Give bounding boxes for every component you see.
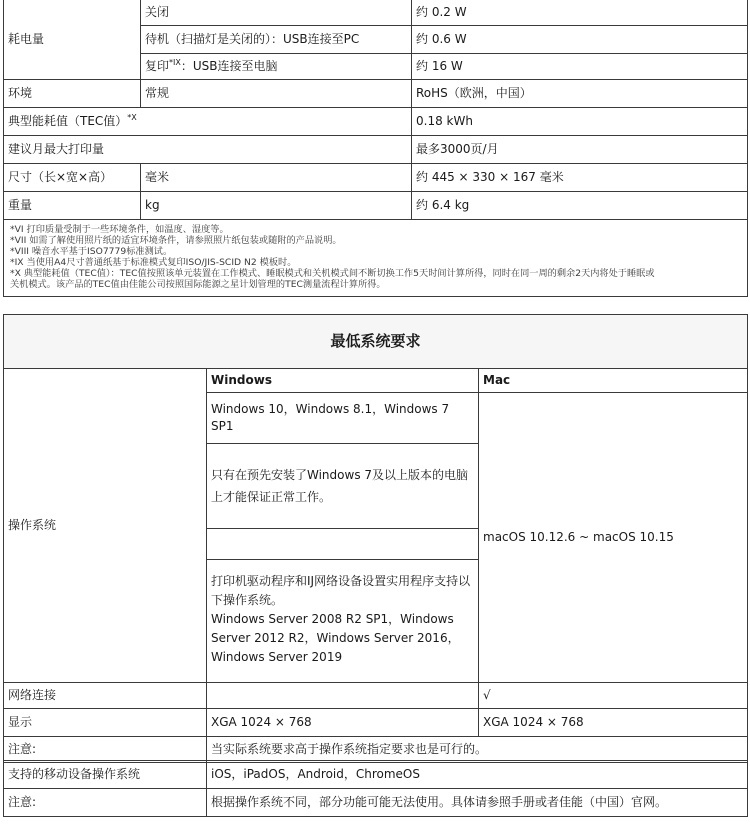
- network-windows: [207, 683, 479, 709]
- windows-server-support: 打印机驱动程序和IJ网络设备设置实用程序支持以 下操作系统。 Windows Server 2008 R2 SP1，Windows Server 2012 R2，Windows Server 2016， Windows Server 2019: [207, 560, 479, 683]
- network-label: 网络连接: [4, 683, 207, 709]
- size-value: 约 445 × 330 × 167 毫米: [412, 164, 748, 192]
- footnote: *VI 打印质量受制于一些环境条件，如温度、湿度等。: [10, 224, 229, 235]
- power-mode-copy: 复印$^{*IX}$：USB连接至电脑: [141, 54, 412, 80]
- footnote: *VIII 噪音水平基于ISO7779标准测试。: [10, 246, 173, 257]
- power-mode-standby: 待机（扫描灯是关闭的）：USB连接至PC: [141, 26, 412, 54]
- power-value-copy: 约 16 W: [412, 54, 748, 80]
- mobile-os-label: 支持的移动设备操作系统: [4, 761, 207, 789]
- power-mode-off: 关闭: [141, 0, 412, 26]
- mobile-note-text: 根据操作系统不同，部分功能可能无法使用。具体请参照手册或者佳能（中国）官网。: [207, 789, 748, 817]
- footnotes: [4, 220, 748, 297]
- power-value-standby: 约 0.6 W: [412, 26, 748, 54]
- sysreq-title: 最低系统要求: [4, 315, 748, 369]
- system-requirements-table: [3, 314, 748, 763]
- power-label: 耗电量: [4, 0, 141, 80]
- mac-versions: macOS 10.12.6 ~ macOS 10.15: [479, 393, 748, 683]
- tec-value: 0.18 kWh: [412, 108, 748, 136]
- mobile-os-value: iOS，iPadOS，Android，ChromeOS: [207, 761, 748, 789]
- monthly-volume-value: 最多3000页/月: [412, 136, 748, 164]
- windows-header: Windows: [207, 369, 479, 393]
- env-condition: 常规: [141, 80, 412, 108]
- display-mac: XGA 1024 × 768: [479, 709, 748, 737]
- windows-install-note: 只有在预先安装了Windows 7及以上版本的电脑 上才能保证正常工作。: [207, 444, 479, 529]
- sysreq-note-label: 注意:: [4, 737, 207, 763]
- spec-table: [3, 0, 748, 297]
- windows-spacer: [207, 529, 479, 560]
- env-label: 环境: [4, 80, 141, 108]
- tec-label: 典型能耗值（TEC值）$^{*X}$: [4, 108, 412, 136]
- footnote-mark-ix: *IX: [169, 58, 181, 67]
- monthly-volume-label: 建议月最大打印量: [4, 136, 412, 164]
- size-label: 尺寸（长×宽×高）: [4, 164, 141, 192]
- footnote: *X 典型能耗值（TEC值）：TEC值按照该单元装置在工作模式、睡眠模式和关机模式间不断切换工作5天时间计算所得，同时在同一周的剩余2天内将处于睡眠或: [10, 268, 655, 279]
- mobile-note-label: 注意:: [4, 789, 207, 817]
- display-label: 显示: [4, 709, 207, 737]
- size-unit: 毫米: [141, 164, 412, 192]
- footnote: 关机模式。该产品的TEC值由佳能公司按照国际能源之星计划管理的TEC测量流程计算所得。: [10, 279, 386, 290]
- sysreq-note-text: 当实际系统要求高于操作系统指定要求也是可行的。: [207, 737, 748, 763]
- mobile-os-table: [3, 760, 748, 817]
- power-value-off: 约 0.2 W: [412, 0, 748, 26]
- windows-versions: Windows 10，Windows 8.1，Windows 7 SP1: [207, 393, 479, 444]
- os-label: 操作系统: [4, 369, 207, 683]
- weight-value: 约 6.4 kg: [412, 192, 748, 220]
- footnote: *IX 当使用A4尺寸普通纸基于标准模式复印ISO/JIS-SCID N2 模板时。: [10, 257, 297, 268]
- footnote-mark-x: *X: [127, 113, 137, 122]
- env-value: RoHS（欧洲，中国）: [412, 80, 748, 108]
- weight-label: 重量: [4, 192, 141, 220]
- display-windows: XGA 1024 × 768: [207, 709, 479, 737]
- network-mac: √: [479, 683, 748, 709]
- mac-header: Mac: [479, 369, 748, 393]
- footnote: *VII 如需了解使用照片纸的适宜环境条件，请参照照片纸包装或随附的产品说明。: [10, 235, 342, 246]
- weight-unit: kg: [141, 192, 412, 220]
